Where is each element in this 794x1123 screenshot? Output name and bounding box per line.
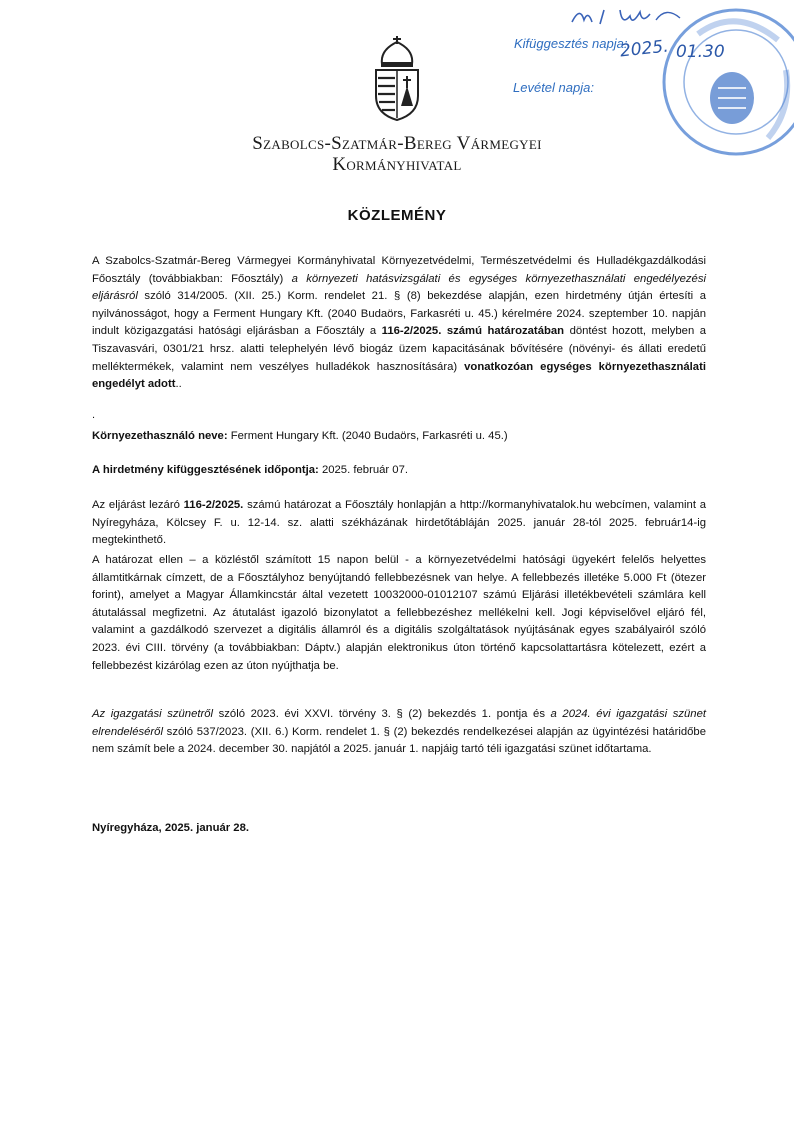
document-title: KÖZLEMÉNY (347, 207, 447, 224)
round-official-stamp-icon (628, 0, 794, 160)
decision-number: 116-2/2025. számú határozatában (381, 325, 565, 338)
decision-number: 116-2/2025. (183, 499, 244, 511)
posting-date-line-label: A hirdetmény kifüggesztésének időpontja: (92, 464, 319, 476)
text-run: szóló 2023. évi XXVI. törvény 3. § (2) bekezdés 1. pontja és (213, 708, 551, 720)
regulation-title: a környezeti hatásvizsgálati és egységes környezethasználati engedélyezési eljárásról (92, 272, 706, 303)
decree-title: a 2024. évi igazgatási szünet elrendeléséről (92, 708, 706, 738)
text-run: döntést hozott, melyben a Tiszavasvári, 0301/21 hrsz. alatti telephelyén lévő biogáz üzem kapacitásának bővítésére (növényi- és állati eredetű melléktermékek, valamint nem veszélyes hulladékok hasznosítására) (92, 325, 707, 373)
availability-paragraph (92, 497, 706, 550)
announcement-paragraph (92, 253, 706, 394)
law-title: Az igazgatási szünetről (92, 708, 214, 720)
text-run: Az eljárást lezáró (92, 499, 184, 511)
office-name-line2: Kormányhivatal (332, 154, 462, 175)
environmental-user-value: Ferment Hungary Kft. (2040 Budaörs, Farkasréti u. 45.) (227, 430, 508, 442)
posting-date-day: 01.30 (676, 42, 725, 62)
stray-dot: . (92, 409, 96, 421)
decision-summary: vonatkozóan egységes környezethasználati engedélyt adott (92, 360, 706, 391)
environmental-user-line (92, 428, 706, 446)
hungarian-coat-of-arms-icon (368, 34, 426, 122)
text-run: szóló 537/2023. (XII. 6.) Korm. rendelet 1. § (2) bekezdés rendelkezései alapján az ügyintézési határidőbe nem számít bele a 2024. december 30. napjától a 2025. január 1. napjáig tartó téli igazgatási szünet időtartama. (92, 725, 706, 756)
text-run: A Szabolcs-Szatmár-Bereg Vármegyei Kormányhivatal Környezetvédelmi, Természetvédelmi és Hulladékgazdálkodási Főosztály (továbbiakban: Főosztály) (92, 255, 706, 285)
text-run: .. (175, 378, 182, 391)
removal-date-label: Levétel napja: (513, 80, 594, 95)
place-and-date: Nyíregyháza, 2025. január 28. (92, 822, 249, 834)
posting-date-year: 2025. (619, 36, 670, 62)
appeal-paragraph: A határozat ellen – a közléstől számított 15 napon belül - a környezetvédelmi hatósági ügyekért felelős helyettes államtitkárnak címzett, de a Főosztályhoz benyújtandó fellebbezésnek van helye. A fellebbezés illetéke 5.000 Ft (ötezer forint), amelyet a Magyar Államkincstár által vezetett 10032000-01012107 számú Eljárási illetékbevételi számlára kell átutalással megfizetni. Az átutalást igazoló bizonylatot a fellebbezéshez mellékelni kell. Jogi képviselővel eljáró fél, valamint a gazdálkodó szervezet a digitális államról és a digitális szolgáltatások nyújtásának egyes szabályairól szóló 2023. évi CIII. törvény (a továbbiakban: Dáptv.) alapján elektronikus úton történő kapcsolattartásra kötelezett, ezért a fellebbezést kizárólag ezen az úton nyújthatja be. (92, 554, 706, 672)
posting-date-line (92, 462, 706, 480)
environmental-user-label: Környezethasználó neve: (92, 430, 228, 442)
posting-date-label: Kifüggesztés napja: (514, 36, 628, 51)
posting-date-line-value: 2025. február 07. (318, 464, 408, 476)
text-run: számú határozat a Főosztály honlapján a http://kormanyhivatalok.hu webcímen, valamint a Nyíregyháza, Kölcsey F. u. 12-14. sz. alatti székházának hirdetőtábláján 2025. január 28-tól 2025. február14-ig megtekinthető. (92, 499, 706, 547)
text-run: szóló 314/2005. (XII. 25.) Korm. rendelet 21. § (8) bekezdése alapján, ezen hirdetmény útján értesíti a nyilvánosságot, hogy a Ferment Hungary Kft. (2040 Budaörs, Farkasréti u. 45.) kérelmére 2024. szeptember 10. napján indult közigazgatási hatósági eljárásban a Főosztály a (92, 290, 706, 338)
office-name-line1: Szabolcs-Szatmár-Bereg Vármegyei (252, 133, 542, 154)
administrative-break-paragraph (92, 706, 706, 759)
